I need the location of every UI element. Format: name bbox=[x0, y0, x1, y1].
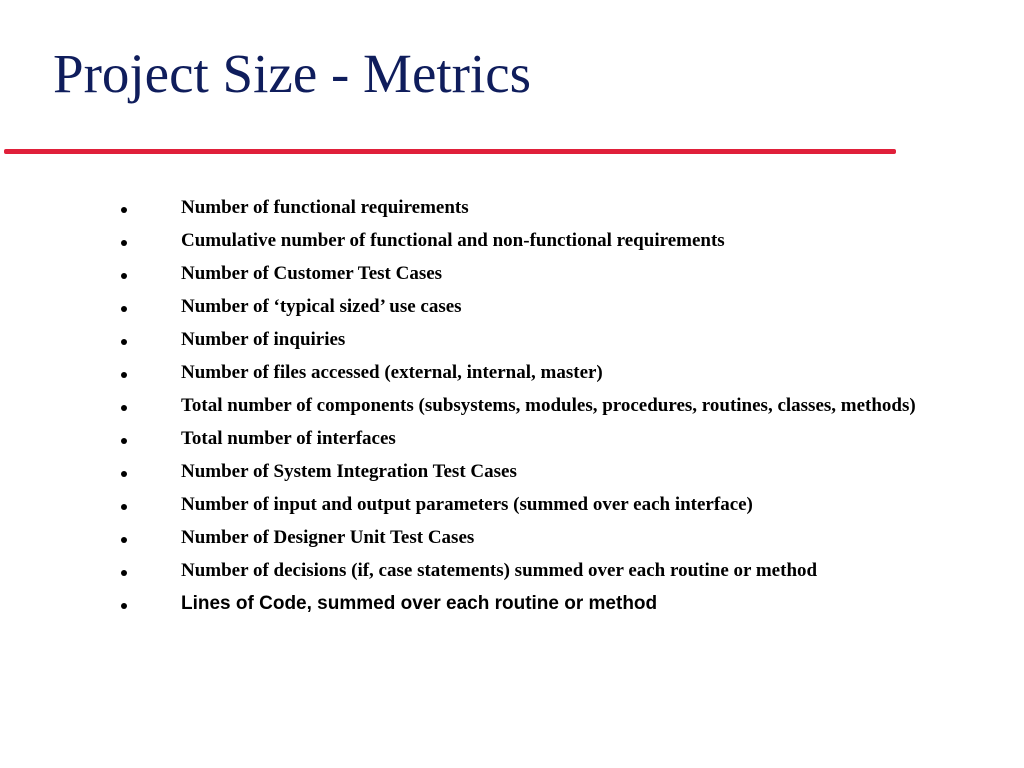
slide-title: Project Size - Metrics bbox=[53, 43, 532, 104]
list-item-text: Number of functional requirements bbox=[181, 197, 469, 218]
list-item-text: Number of decisions (if, case statements) summed over each routine or method bbox=[181, 560, 818, 581]
bullet-dot-icon bbox=[121, 570, 127, 576]
list-item-text: Number of ‘typical sized’ use cases bbox=[181, 296, 462, 317]
list-item bbox=[117, 427, 997, 451]
bullet-dot-icon bbox=[121, 372, 127, 378]
list-item bbox=[117, 229, 997, 253]
bullet-dot-icon bbox=[121, 240, 127, 246]
bullet-dot-icon bbox=[121, 207, 127, 213]
list-item bbox=[117, 460, 997, 484]
list-item bbox=[117, 493, 997, 517]
list-item bbox=[117, 295, 997, 319]
metrics-list bbox=[117, 196, 997, 625]
list-item-text: Number of System Integration Test Cases bbox=[181, 461, 517, 482]
list-item-text: Number of Designer Unit Test Cases bbox=[181, 527, 475, 548]
list-item bbox=[117, 262, 997, 286]
list-item-text: Lines of Code, summed over each routine or method bbox=[181, 593, 658, 614]
list-item bbox=[117, 196, 997, 220]
title-divider bbox=[4, 149, 896, 154]
list-item-text: Number of input and output parameters (summed over each interface) bbox=[181, 494, 753, 515]
bullet-dot-icon bbox=[121, 273, 127, 279]
bullet-dot-icon bbox=[121, 504, 127, 510]
bullet-dot-icon bbox=[121, 339, 127, 345]
bullet-dot-icon bbox=[121, 438, 127, 444]
list-item-text: Cumulative number of functional and non-functional requirements bbox=[181, 230, 725, 251]
list-item-text: Number of files accessed (external, internal, master) bbox=[181, 362, 603, 383]
list-item-text: Total number of interfaces bbox=[181, 428, 396, 449]
list-item-text: Total number of components (subsystems, modules, procedures, routines, classes, methods) bbox=[181, 395, 916, 416]
bullet-dot-icon bbox=[121, 471, 127, 477]
bullet-dot-icon bbox=[121, 603, 127, 609]
bullet-dot-icon bbox=[121, 405, 127, 411]
list-item bbox=[117, 328, 997, 352]
list-item bbox=[117, 361, 997, 385]
list-item-text: Number of inquiries bbox=[181, 329, 346, 350]
list-item bbox=[117, 526, 997, 550]
list-item bbox=[117, 559, 997, 583]
bullet-dot-icon bbox=[121, 537, 127, 543]
bullet-dot-icon bbox=[121, 306, 127, 312]
list-item bbox=[117, 592, 997, 616]
list-item bbox=[117, 394, 997, 418]
list-item-text: Number of Customer Test Cases bbox=[181, 263, 443, 284]
